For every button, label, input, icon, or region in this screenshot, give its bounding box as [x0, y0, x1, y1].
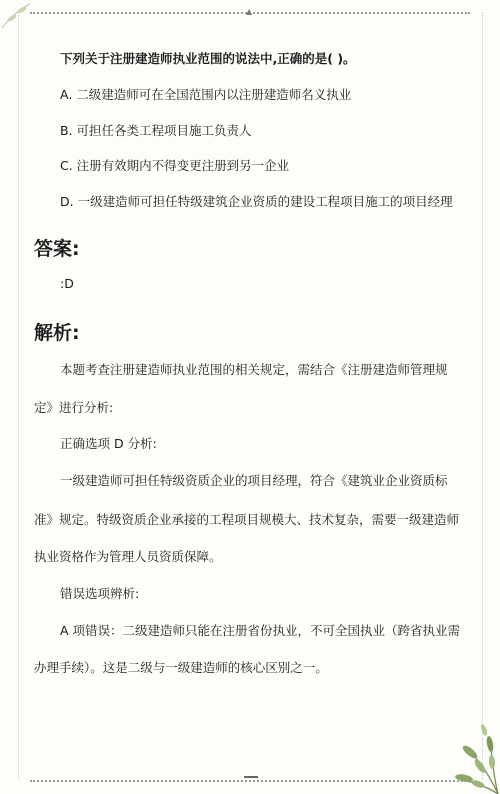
- analysis-line: 错误选项辨析:: [60, 586, 140, 601]
- option-c: C. 注册有效期内不得变更注册到另一企业: [60, 158, 290, 173]
- analysis-line: A 项错误：二级建造师只能在注册省份执业，不可全国执业（跨省执业需: [60, 623, 461, 638]
- analysis-line: 一级建造师可担任特级资质企业的项目经理，符合《建筑业企业资质标: [60, 473, 448, 488]
- analysis-heading: 解析:: [34, 322, 80, 344]
- analysis-line: 正确选项 D 分析:: [60, 436, 157, 451]
- analysis-line: 准》规定。特级资质企业承接的工程项目规模大、技术复杂，需要一级建造师: [34, 512, 460, 527]
- analysis-line: 本题考查注册建造师执业范围的相关规定，需结合《注册建造师管理规: [60, 362, 448, 377]
- analysis-line: 定》进行分析:: [34, 400, 114, 415]
- frame-top-ornament-icon: ▲: [246, 7, 253, 16]
- frame-bottom-ornament-icon: [244, 776, 258, 778]
- analysis-line: 执业资格作为管理人员资质保障。: [34, 549, 222, 564]
- frame-right-border: [482, 12, 483, 780]
- corner-leaf-icon: [0, 0, 40, 30]
- frame-left-border: [18, 12, 19, 780]
- answer-heading: 答案:: [34, 238, 80, 260]
- option-a: A. 二级建造师可在全国范围内以注册建造师名义执业: [60, 87, 352, 102]
- answer-value: :D: [60, 276, 74, 291]
- frame-bottom-border: [30, 780, 470, 782]
- analysis-line: 办理手续）。这是二级与一级建造师的核心区别之一。: [34, 660, 328, 675]
- question-text: 下列关于注册建造师执业范围的说法中,正确的是( )。: [60, 51, 356, 66]
- plant-decoration-icon: [420, 716, 500, 794]
- option-d: D. 一级建造师可担任特级建筑企业资质的建设工程项目施工的项目经理: [60, 194, 453, 209]
- option-b: B. 可担任各类工程项目施工负责人: [60, 123, 252, 138]
